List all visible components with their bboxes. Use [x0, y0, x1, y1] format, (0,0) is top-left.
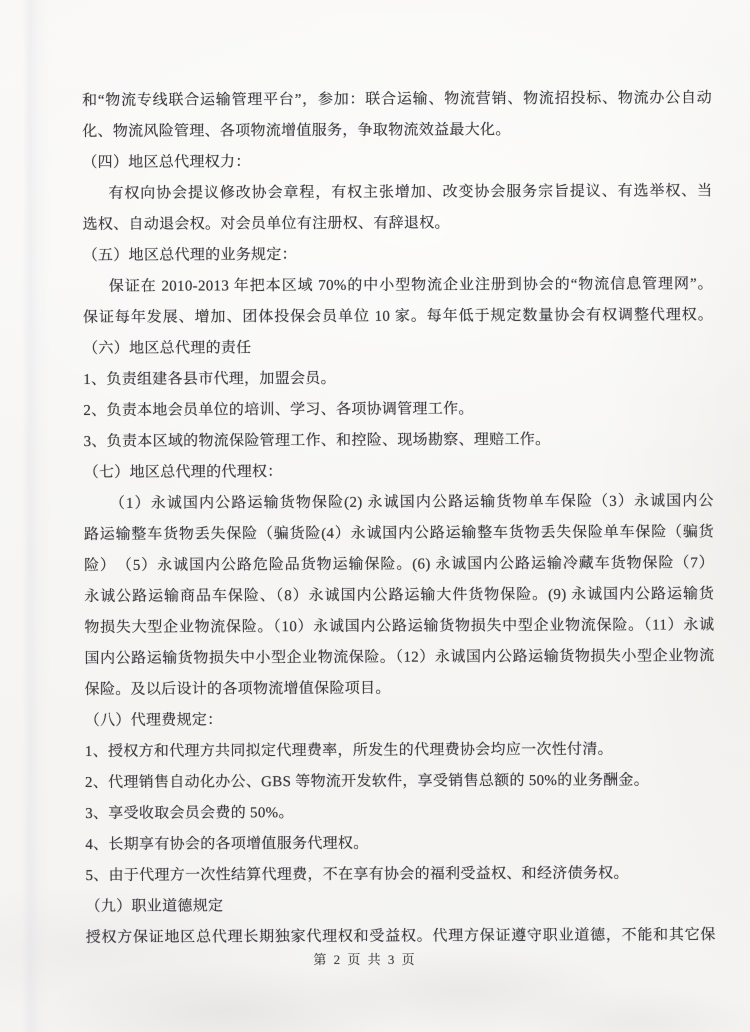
document-line: 4、长期享有协会的各项增值服务代理权。: [85, 835, 369, 853]
page-number-footer: 第 2 页 共 3 页: [313, 952, 417, 967]
document-line: 和“物流专线联合运输管理平台”，参加：联合运输、物流营销、物流招投标、物流办公自动: [82, 90, 713, 109]
document-line: （八）代理费规定：: [84, 712, 223, 729]
document-line: 2、代理销售自动化办公、GBS 等物流开发软件，享受销售总额的 50%的业务酬金。: [85, 772, 650, 791]
document-line: 保证在 2010-2013 年把本区域 70%的中小型物流企业注册到协会的“物流信息管理网”。: [108, 276, 713, 295]
document-line: 国内公路运输货物损失中小型企业物流保险。（12）永诚国内公路运输货物损失小型企业物流: [84, 648, 715, 667]
document-line: 保证每年发展、增加、团体投保会员单位 10 家。每年低于规定数量协会有权调整代理权。: [82, 307, 714, 326]
document-body: [82, 83, 716, 954]
document-line: 3、享受收取会员会费的 50%。: [85, 805, 294, 822]
document-line: （四）地区总代理权力：: [82, 154, 251, 171]
document-line: 险） （5）永诚国内公路危险品货物运输保险。(6) 永诚国内公路运输冷藏车货物保险（7）: [84, 555, 715, 574]
document-line: （1）永诚国内公路运输货物保险(2) 永诚国内公路运输货物单车保险（3）永诚国内公: [109, 493, 714, 512]
document-line: 2、负责本地会员单位的培训、学习、各项协调管理工作。: [83, 401, 474, 419]
document-line: 物损失大型企业物流保险。（10）永诚国内公路运输货物损失中型企业物流保险。（11）永诚: [84, 617, 715, 636]
document-line: （七）地区总代理的代理权：: [83, 464, 283, 481]
document-line: 1、负责组建各县市代理，加盟会员。: [83, 370, 336, 388]
document-line: 选权、自动退会权。对会员单位有注册权、有辞退权。: [82, 215, 450, 233]
document-line: 1、授权方和代理方共同拟定代理费率，所发生的代理费协会均应一次性付清。: [84, 741, 613, 760]
document-line: 3、负责本区域的物流保险管理工作、和控险、现场勘察、理赔工作。: [83, 431, 551, 450]
document-line: 有权向协会提议修改协会章程，有权主张增加、改变协会服务宗旨提议、有选举权、当: [108, 183, 713, 202]
document-line: 路运输整车货物丢失保险（骗货险(4）永诚国内公路运输整车货物丢失保险单车保险（骗货: [83, 524, 714, 543]
document-line: 授权方保证地区总代理长期独家代理权和受益权。代理方保证遵守职业道德，不能和其它保: [85, 927, 716, 946]
document-line: （五）地区总代理的业务规定：: [82, 247, 297, 264]
document-line: （九）职业道德规定: [85, 898, 224, 915]
document-line: 化、物流风险管理、各项物流增值服务，争取物流效益最大化。: [82, 122, 511, 140]
document-line: 5、由于代理方一次性结算代理费，不在享有协会的福利受益权、和经济债务权。: [85, 865, 629, 884]
document-line: 永诚公路运输商品车保险、（8）永诚国内公路运输大件货物保险。(9) 永诚国内公路运输货: [84, 586, 715, 605]
document-line: （六）地区总代理的责任: [83, 340, 252, 357]
document-line: 保险。及以后设计的各项物流增值保险项目。: [84, 680, 391, 698]
